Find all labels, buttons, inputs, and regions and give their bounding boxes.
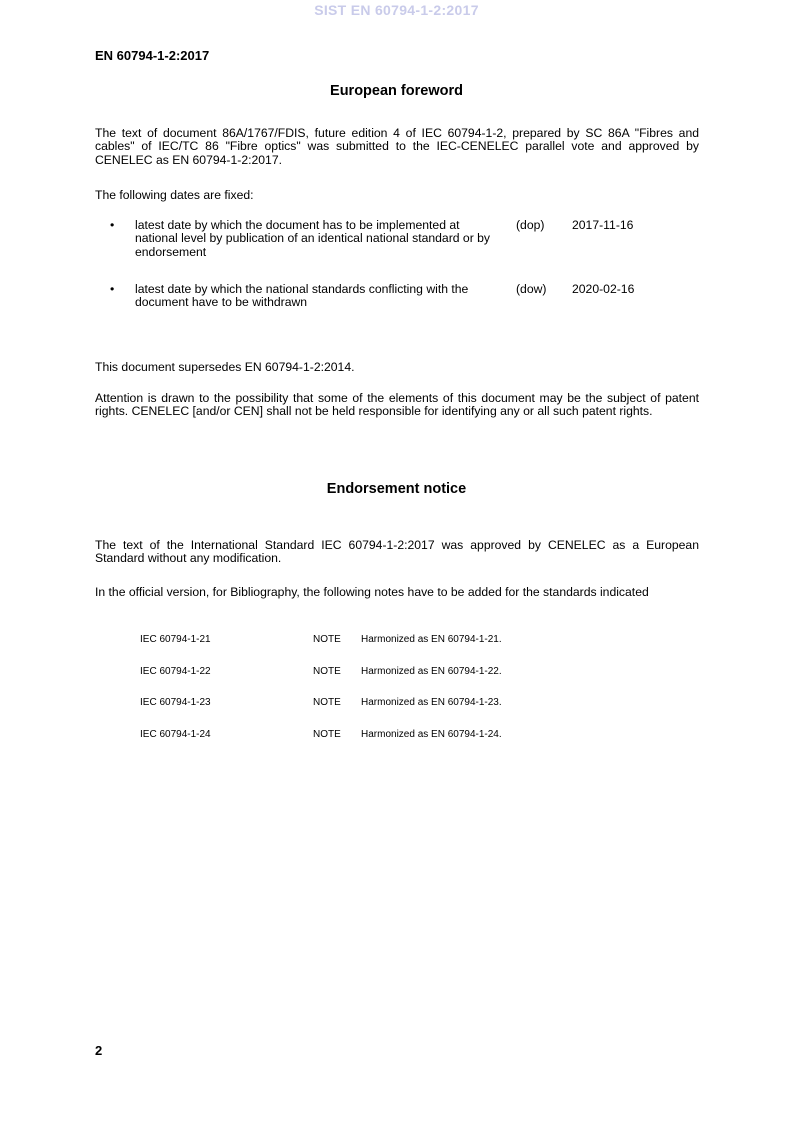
endorsement-text: The text of the International Standard IEC 60794-1-2:2017 was approved by CENELEC as a European Standard without any modification. xyxy=(95,538,699,566)
supersedes-text: This document supersedes EN 60794-1-2:2014. xyxy=(95,360,355,374)
bibliography-ref: IEC 60794-1-23 xyxy=(140,697,211,708)
date-item-text: latest date by which the document has to be implemented at national level by publication of an identical national standard or by endorsement xyxy=(135,218,491,259)
attention-text: Attention is drawn to the possibility that some of the elements of this document may be the subject of patent rights. CENELEC [and/or CEN] shall not be held responsible for identifying any or all such patent rights. xyxy=(95,391,699,419)
bibliography-harmonized: Harmonized as EN 60794-1-21. xyxy=(361,634,502,645)
bibliography-ref: IEC 60794-1-22 xyxy=(140,666,211,677)
foreword-intro: The text of document 86A/1767/FDIS, future edition 4 of IEC 60794-1-2, prepared by SC 86A "Fibres and cables" of IEC/TC 86 "Fibre optics" was submitted to the IEC-CENELEC parallel vote and approved by CENELEC as EN 60794-1-2:2017. xyxy=(95,126,699,167)
bibliography-ref: IEC 60794-1-24 xyxy=(140,729,211,740)
bullet-icon: • xyxy=(110,282,115,296)
date-item-abbr: (dow) xyxy=(516,282,547,296)
bibliography-note-label: NOTE xyxy=(313,634,341,645)
date-item-date: 2020-02-16 xyxy=(572,282,635,296)
bibliography-harmonized: Harmonized as EN 60794-1-22. xyxy=(361,666,502,677)
document-header: EN 60794-1-2:2017 xyxy=(95,48,210,63)
foreword-heading: European foreword xyxy=(330,83,463,99)
bibliography-harmonized: Harmonized as EN 60794-1-24. xyxy=(361,729,502,740)
bibliography-note-label: NOTE xyxy=(313,697,341,708)
bibliography-harmonized: Harmonized as EN 60794-1-23. xyxy=(361,697,502,708)
bullet-icon: • xyxy=(110,218,115,232)
dates-intro: The following dates are fixed: xyxy=(95,188,254,202)
bibliography-note-label: NOTE xyxy=(313,666,341,677)
bibliography-intro: In the official version, for Bibliography, the following notes have to be added for the standards indicated xyxy=(95,585,649,599)
page-number: 2 xyxy=(95,1043,103,1058)
watermark: SIST EN 60794-1-2:2017 xyxy=(314,2,479,18)
date-item-abbr: (dop) xyxy=(516,218,545,232)
bibliography-ref: IEC 60794-1-21 xyxy=(140,634,211,645)
endorsement-heading: Endorsement notice xyxy=(326,481,467,497)
bibliography-note-label: NOTE xyxy=(313,729,341,740)
date-item-text: latest date by which the national standards conflicting with the document have to be withdrawn xyxy=(135,282,469,310)
date-item-date: 2017-11-16 xyxy=(572,218,634,232)
